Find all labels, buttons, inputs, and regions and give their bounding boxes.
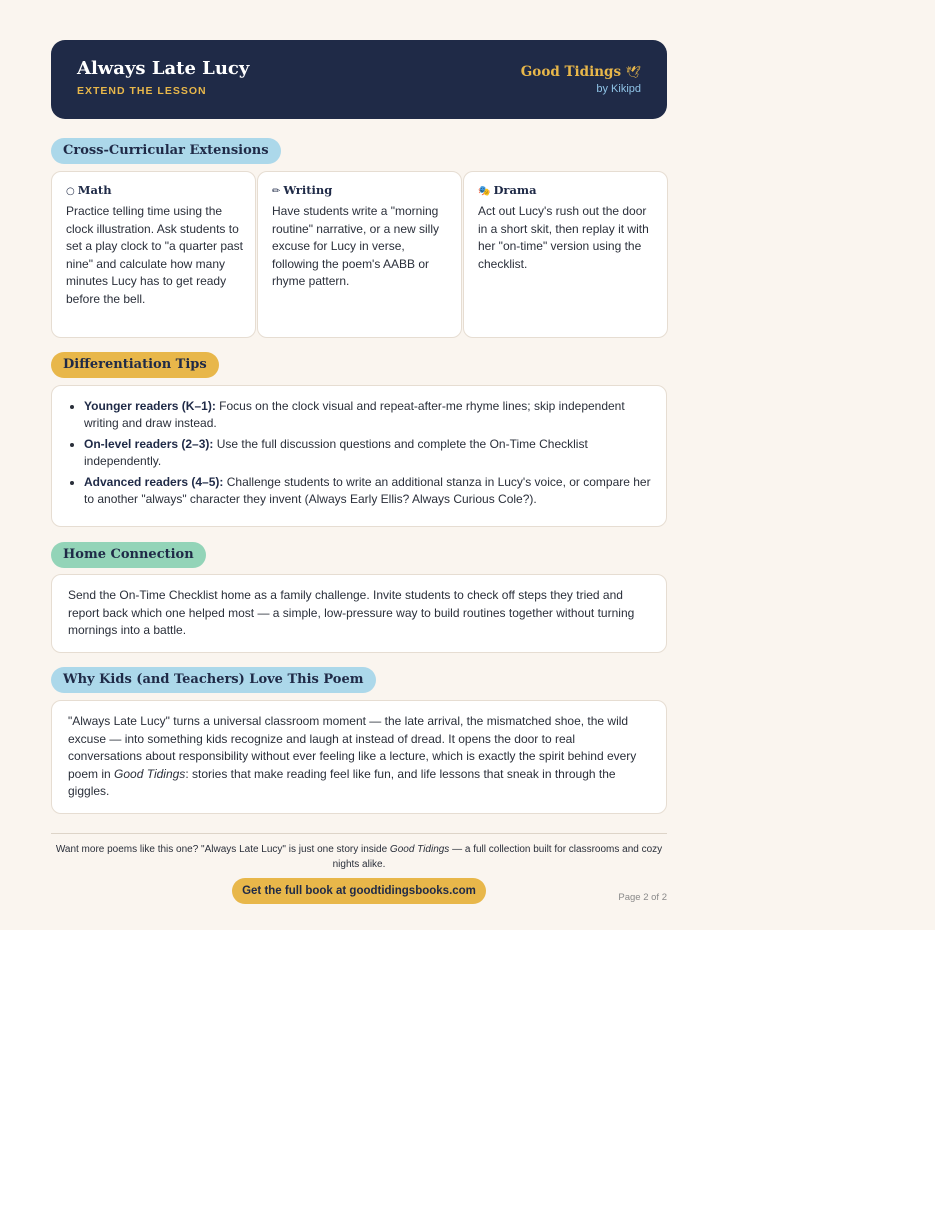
tip-text: Focus on the clock visual and repeat-after-me rhyme lines; skip independent writing and draw instead. xyxy=(84,399,625,431)
why-card xyxy=(51,700,667,814)
brand-label: Good Tidings xyxy=(520,64,622,80)
tip-label: Advanced readers (4–5): xyxy=(84,474,224,489)
section-heading-why: Why Kids (and Teachers) Love This Poem xyxy=(51,667,376,693)
tip-label: Younger readers (K–1): xyxy=(84,399,216,413)
extension-title-label: Drama xyxy=(493,183,537,197)
footer-note-part: — a full collection built for classrooms and cozy nights alike. xyxy=(332,844,663,870)
home-connection-text: Send the On-Time Checklist home as a family challenge. Invite students to check off steps they tried and report back which one helped most — a simple, low-pressure way to build routines together without turning mornings into a battle. xyxy=(68,588,635,638)
footer-note-part: Want more poems like this one? "Always Late Lucy" is just one story inside xyxy=(55,844,390,855)
extension-title-label: Math xyxy=(77,183,112,197)
footer-divider xyxy=(51,833,667,834)
why-text-part: "Always Late Lucy" turns a universal classroom moment — the late arrival, the mismatched shoe, the wild excuse — into something kids recognize and laugh at instead of dread. It opens the door to real conversations about responsibility without ever feeling like a lecture, which is exactly the spirit behind every poem in xyxy=(68,714,637,781)
book-title: Good Tidings xyxy=(114,766,186,781)
page-number: Page 2 of 2 xyxy=(618,892,667,903)
pencil-icon: ✏ xyxy=(272,186,281,197)
section-heading-extensions: Cross-Curricular Extensions xyxy=(51,138,281,164)
home-connection-card xyxy=(51,574,667,653)
extension-body: Act out Lucy's rush out the door in a short skit, then replay it with her "on-time" version using the checklist. xyxy=(478,204,649,271)
bird-icon: 🕊 xyxy=(625,65,641,79)
extension-title xyxy=(272,183,451,197)
list-item xyxy=(84,436,656,471)
extension-title xyxy=(66,183,245,197)
clock-icon: ○ xyxy=(66,186,75,197)
brand-name xyxy=(521,64,641,80)
list-item xyxy=(84,474,656,509)
extension-card-writing xyxy=(257,171,462,338)
section-heading-home: Home Connection xyxy=(51,542,206,568)
page-header xyxy=(51,40,667,119)
tip-label: On-level readers (2–3): xyxy=(84,436,214,451)
tip-text: Use the full discussion questions and complete the On-Time Checklist independently. xyxy=(84,436,588,469)
page-title: Always Late Lucy xyxy=(77,58,250,79)
extension-title-label: Writing xyxy=(283,183,333,197)
footer-note xyxy=(51,842,667,872)
get-book-button[interactable]: Get the full book at goodtidingsbooks.com xyxy=(232,878,486,904)
brand-byline: by Kikipd xyxy=(596,83,641,95)
differentiation-card xyxy=(51,385,667,527)
extension-body: Practice telling time using the clock illustration. Ask students to set a play clock to "a quarter past nine" and calculate how many minutes Lucy has to get ready before the bell. xyxy=(66,204,244,306)
extension-card-math xyxy=(51,171,256,338)
tip-text: Challenge students to write an additional stanza in Lucy's voice, or compare her to another "always" character they invent (Always Early Ellis? Always Curious Cole?). xyxy=(84,474,651,507)
drama-masks-icon: 🎭 xyxy=(478,186,491,197)
why-text xyxy=(68,713,650,801)
extension-card-drama xyxy=(463,171,668,338)
list-item xyxy=(84,398,656,433)
extension-title xyxy=(478,183,657,197)
section-heading-differentiation: Differentiation Tips xyxy=(51,352,219,378)
tips-list xyxy=(68,398,656,508)
book-title: Good Tidings xyxy=(389,844,450,855)
why-text-part: : stories that make reading feel like fun, and life lessons that sneak in through the giggles. xyxy=(68,766,616,799)
page-subtitle: EXTEND THE LESSON xyxy=(77,85,207,97)
extension-body: Have students write a "morning routine" narrative, or a new silly excuse for Lucy in verse, following the poem's AABB or rhyme pattern. xyxy=(272,204,439,289)
